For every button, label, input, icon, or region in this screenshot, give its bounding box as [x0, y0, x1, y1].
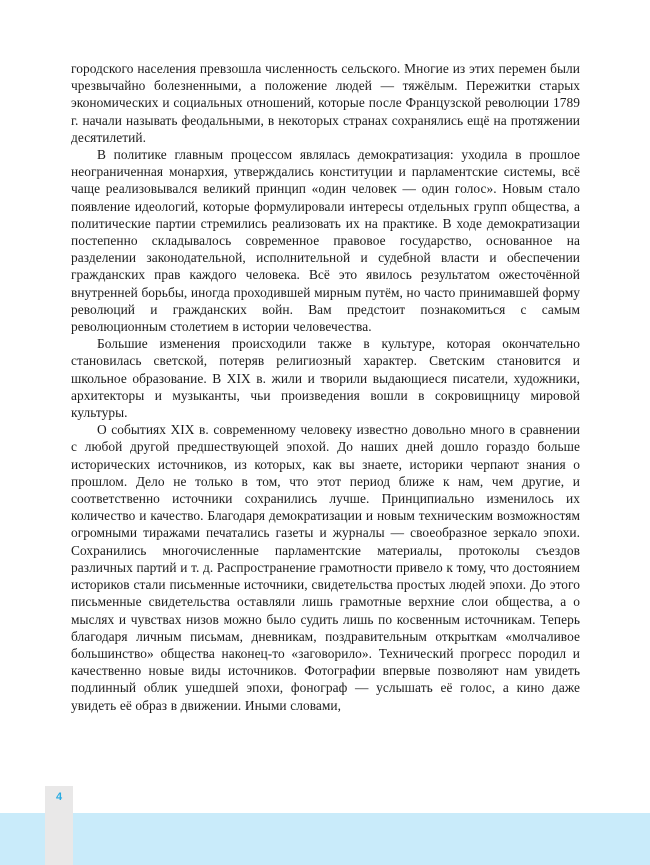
paragraph: В политике главным процессом являлась демократизация: уходила в прошлое неограниченная монархия, утверждались конституции и парламентские системы, всё чаще реализовывался великий принцип «один человек — один голос». Новым стало появление идеологий, которые формулировали интересы отдельных групп общества, а политические партии стремились реализовать их на практике. В ходе демократизации постепенно складывалось современное правовое государство, основанное на разделении законодательной, исполнительной и судебной власти и обеспечении гражданских прав каждого человека. Всё это явилось результатом ожесточённой внутренней борьбы, иногда проходившей мирным путём, но часто принимавшей форму революций и гражданских войн. Вам предстоит познакомиться с самым революционным столетием в истории человечества.	[71, 147, 580, 335]
footer-decoration-band-left	[0, 813, 45, 865]
body-text-column	[71, 60, 580, 714]
page-number: 4	[55, 791, 63, 803]
paragraph: городского населения превзошла численность сельского. Многие из этих перемен были чрезвычайно болезненными, а положение людей — тяжёлым. Пережитки старых экономических и социальных отношений, которые после Французской революции 1789 г. начали называть феодальными, в некоторых странах сохранялись ещё на протяжении десятилетий.	[71, 61, 580, 145]
footer-decoration-band-right	[73, 813, 650, 865]
paragraph: О событиях XIX в. современному человеку известно довольно много в сравнении с любой другой предшествующей эпохой. До наших дней дошло гораздо больше исторических источников, из которых, как вы знаете, историки черпают знания о прошлом. Дело не только в том, что этот период ближе к нам, чем другие, и соответственно источники сохранились лучше. Принципиально изменилось их количество и качество. Благодаря демократизации и новым техническим возможностям огромными тиражами печатались газеты и журналы — своеобразное зеркало эпохи. Сохранились многочисленные парламентские материалы, протоколы съездов различных партий и т. д. Распространение грамотности привело к тому, что достоянием историков стали письменные источники, свидетельства простых людей эпохи. До этого письменные свидетельства оставляли лишь грамотные верхние слои общества, а о мыслях и чувствах низов можно было судить лишь по косвенным источникам. Теперь благодаря личным письмам, дневникам, поздравительным открыткам «молчаливое большинство» общества наконец-то «заговорило». Технический прогресс породил и качественно новые виды источников. Фотографии впервые позволяют нам увидеть подлинный облик ушедшей эпохи, фонограф — услышать её голос, а кино даже увидеть её образ в движении. Иными словами,	[71, 422, 580, 713]
paragraph: Большие изменения происходили также в культуре, которая окончательно становилась светской, потеряв религиозный характер. Светским становится и школьное образование. В XIX в. жили и творили выдающиеся писатели, художники, архитекторы и музыканты, чьи произведения вошли в сокровищницу мировой культуры.	[71, 336, 580, 421]
